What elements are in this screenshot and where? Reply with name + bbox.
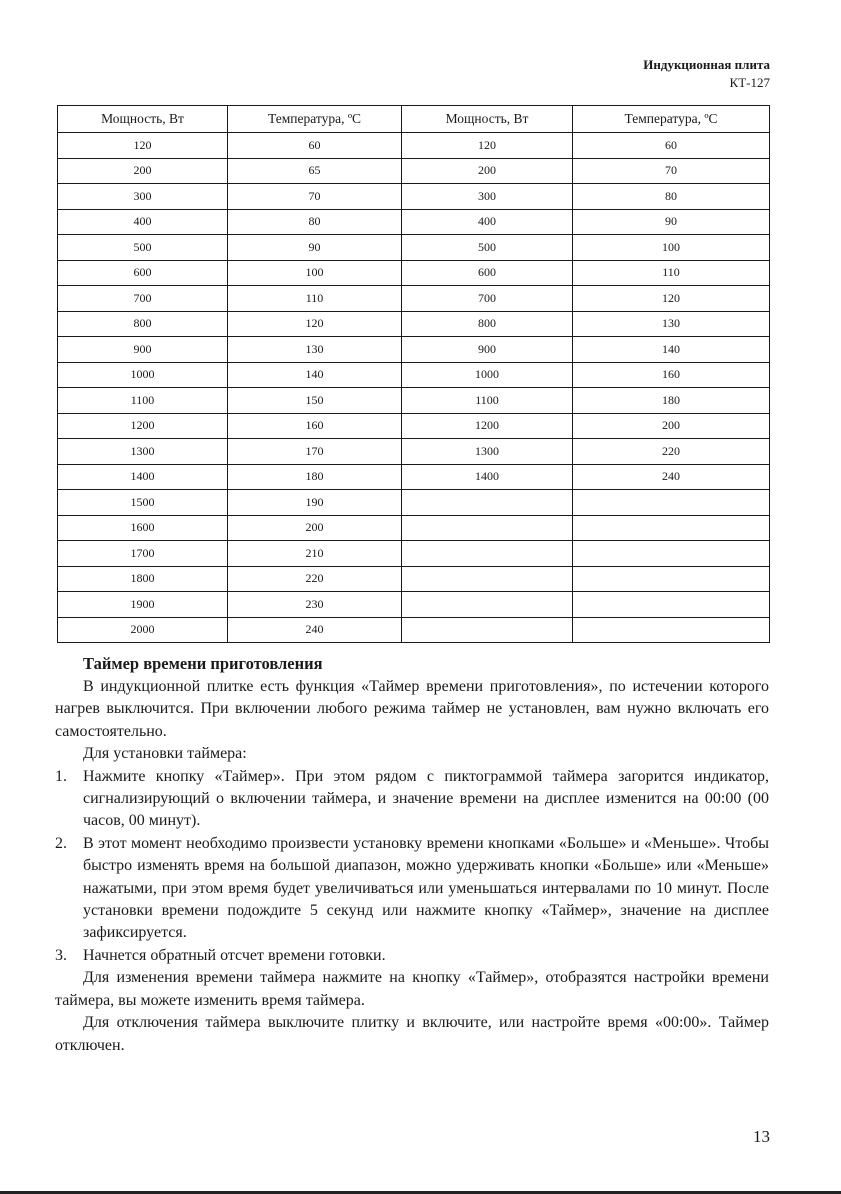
table-row xyxy=(58,566,770,592)
power-cell: 200 xyxy=(58,158,228,184)
temperature-cell: 140 xyxy=(228,362,402,388)
temperature-cell: 140 xyxy=(573,337,770,363)
power-cell: 1300 xyxy=(402,439,573,465)
power-cell: 120 xyxy=(402,133,573,159)
power-cell: 1300 xyxy=(58,439,228,465)
temperature-cell: 60 xyxy=(228,133,402,159)
temperature-cell: 120 xyxy=(573,286,770,312)
table-row xyxy=(58,286,770,312)
table-row xyxy=(58,158,770,184)
temperature-cell: 200 xyxy=(573,413,770,439)
power-cell: 400 xyxy=(58,209,228,235)
power-cell: 900 xyxy=(58,337,228,363)
power-cell: 500 xyxy=(58,235,228,261)
power-cell: 1100 xyxy=(402,388,573,414)
temperature-cell: 190 xyxy=(228,490,402,516)
temperature-cell: 230 xyxy=(228,592,402,618)
power-cell: 1200 xyxy=(402,413,573,439)
temperature-cell: 160 xyxy=(228,413,402,439)
temperature-cell xyxy=(573,490,770,516)
power-cell: 1700 xyxy=(58,541,228,567)
table-row xyxy=(58,362,770,388)
power-cell: 1900 xyxy=(58,592,228,618)
table-row xyxy=(58,235,770,261)
power-cell: 1600 xyxy=(58,515,228,541)
temperature-cell: 110 xyxy=(228,286,402,312)
power-cell xyxy=(402,592,573,618)
power-cell: 2000 xyxy=(58,617,228,643)
table-row xyxy=(58,209,770,235)
temperature-cell: 240 xyxy=(573,464,770,490)
power-cell: 1400 xyxy=(402,464,573,490)
list-item xyxy=(55,945,769,967)
timer-section xyxy=(55,652,769,1057)
power-temperature-table xyxy=(57,105,770,643)
off-paragraph: Для отключения таймера выключите плитку и включите, или настройте время «00:00». Таймер отключен. xyxy=(55,1014,769,1054)
table-row xyxy=(58,439,770,465)
power-cell: 1000 xyxy=(402,362,573,388)
step-number: 3. xyxy=(55,946,67,964)
power-cell: 1200 xyxy=(58,413,228,439)
table-header-row xyxy=(58,106,770,133)
column-header-temperature: Температура, ºC xyxy=(573,106,770,133)
list-item xyxy=(55,833,769,945)
power-cell xyxy=(402,566,573,592)
table-row xyxy=(58,413,770,439)
step-text: Начнется обратный отсчет времени готовки. xyxy=(83,946,386,964)
temperature-cell xyxy=(573,566,770,592)
temperature-cell: 70 xyxy=(228,184,402,210)
temperature-cell: 200 xyxy=(228,515,402,541)
step-text: В этот момент необходимо произвести установку времени кнопками «Больше» и «Меньше». Чтобы быстро изменять время на большой диапазон, можно удерживать кнопки «Больше» или «Меньше» нажатыми, при этом время будет увеличиваться или уменьшаться интервалами по 10 минут. После установки времени подождите 5 секунд или нажмите кнопку «Таймер», значение на дисплее зафиксируется. xyxy=(83,834,769,942)
temperature-cell: 130 xyxy=(228,337,402,363)
power-cell xyxy=(402,541,573,567)
power-cell: 1500 xyxy=(58,490,228,516)
power-cell: 120 xyxy=(58,133,228,159)
temperature-cell: 90 xyxy=(228,235,402,261)
power-cell: 1000 xyxy=(58,362,228,388)
temperature-cell: 70 xyxy=(573,158,770,184)
power-cell: 200 xyxy=(402,158,573,184)
power-cell xyxy=(402,617,573,643)
temperature-cell: 80 xyxy=(573,184,770,210)
power-cell: 700 xyxy=(402,286,573,312)
table-row xyxy=(58,388,770,414)
temperature-cell: 220 xyxy=(228,566,402,592)
power-cell: 1800 xyxy=(58,566,228,592)
temperature-cell xyxy=(573,541,770,567)
power-cell: 1400 xyxy=(58,464,228,490)
temperature-cell: 160 xyxy=(573,362,770,388)
page-number: 13 xyxy=(753,1127,770,1146)
power-cell: 300 xyxy=(402,184,573,210)
temperature-cell xyxy=(573,592,770,618)
temperature-cell: 100 xyxy=(228,260,402,286)
temperature-cell: 180 xyxy=(228,464,402,490)
header-title: Индукционная плита xyxy=(643,57,770,72)
table-row xyxy=(58,133,770,159)
steps-list xyxy=(55,766,769,968)
temperature-cell: 80 xyxy=(228,209,402,235)
power-cell xyxy=(402,490,573,516)
temperature-cell: 210 xyxy=(228,541,402,567)
table-row xyxy=(58,592,770,618)
table-row xyxy=(58,541,770,567)
temperature-cell: 170 xyxy=(228,439,402,465)
power-cell: 300 xyxy=(58,184,228,210)
power-cell: 600 xyxy=(58,260,228,286)
power-cell: 800 xyxy=(58,311,228,337)
table-row xyxy=(58,184,770,210)
power-cell: 700 xyxy=(58,286,228,312)
temperature-cell: 150 xyxy=(228,388,402,414)
header-model: КТ-127 xyxy=(729,75,770,90)
power-cell: 900 xyxy=(402,337,573,363)
step-number: 2. xyxy=(55,834,67,852)
section-heading: Таймер времени приготовления xyxy=(83,654,323,673)
step-text: Нажмите кнопку «Таймер». При этом рядом с пиктограммой таймера загорится индикатор, сигнализирующий о включении таймера, и значение времени на дисплее изменится на 00:00 (00 часов, 00 минут). xyxy=(83,767,769,830)
column-header-power: Мощность, Вт xyxy=(58,106,228,133)
table-body xyxy=(58,133,770,643)
column-header-temperature: Температура, ºC xyxy=(228,106,402,133)
table-row xyxy=(58,490,770,516)
temperature-cell: 110 xyxy=(573,260,770,286)
table-row xyxy=(58,515,770,541)
temperature-cell: 180 xyxy=(573,388,770,414)
power-cell: 400 xyxy=(402,209,573,235)
list-item xyxy=(55,766,769,833)
change-paragraph: Для изменения времени таймера нажмите на кнопку «Таймер», отобразятся настройки времени таймера, вы можете изменить время таймера. xyxy=(55,969,769,1009)
table-row xyxy=(58,464,770,490)
temperature-cell: 100 xyxy=(573,235,770,261)
temperature-cell xyxy=(573,617,770,643)
intro-paragraph: В индукционной плитке есть функция «Таймер времени приготовления», по истечении которого нагрев выключится. При включении любого режима таймер не установлен, вам нужно включать его самостоятельно. xyxy=(55,678,769,740)
table-row xyxy=(58,337,770,363)
temperature-cell: 90 xyxy=(573,209,770,235)
column-header-power: Мощность, Вт xyxy=(402,106,573,133)
power-cell: 500 xyxy=(402,235,573,261)
temperature-cell: 65 xyxy=(228,158,402,184)
power-cell xyxy=(402,515,573,541)
temperature-cell: 240 xyxy=(228,617,402,643)
table-row xyxy=(58,617,770,643)
page-header xyxy=(643,56,770,92)
setup-label: Для установки таймера: xyxy=(83,745,247,763)
step-number: 1. xyxy=(55,767,67,785)
temperature-cell: 120 xyxy=(228,311,402,337)
power-cell: 600 xyxy=(402,260,573,286)
temperature-cell: 60 xyxy=(573,133,770,159)
temperature-cell: 130 xyxy=(573,311,770,337)
power-cell: 800 xyxy=(402,311,573,337)
temperature-cell: 220 xyxy=(573,439,770,465)
table-row xyxy=(58,260,770,286)
table-row xyxy=(58,311,770,337)
power-cell: 1100 xyxy=(58,388,228,414)
temperature-cell xyxy=(573,515,770,541)
